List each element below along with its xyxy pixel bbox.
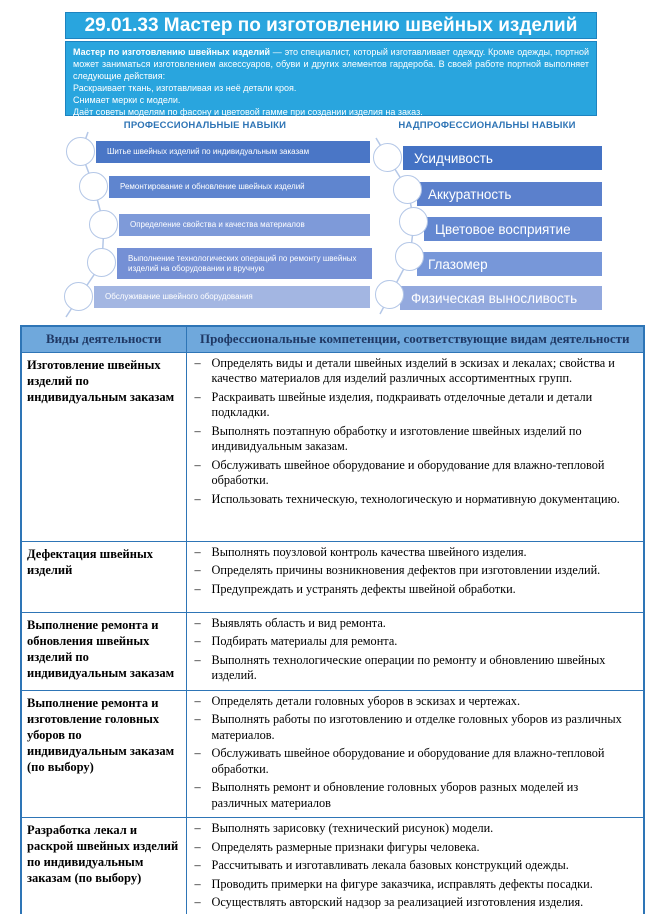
skill-bar	[417, 182, 602, 206]
competency-item: – Выполнять технологические операции по ремонту и обновлению швейных изделий.	[193, 653, 638, 684]
skill-bar	[117, 248, 372, 279]
description-action-line: Снимает мерки с модели.	[73, 95, 181, 105]
description-term: Мастер по изготовлению швейных изделий	[73, 47, 271, 57]
skill-bar	[400, 286, 602, 310]
competency-item: – Выполнять зарисовку (технический рисунок) модели.	[193, 821, 638, 837]
chain-node-circle	[64, 282, 93, 311]
column-header-activities: Виды деятельности	[21, 326, 186, 352]
competency-item: – Предупреждать и устранять дефекты швейной обработки.	[193, 582, 638, 598]
skill-bar	[119, 214, 370, 236]
skill-label: Выполнение технологических операций по ремонту швейных изделий на оборудовании и вручную	[128, 254, 357, 273]
competencies-cell	[186, 352, 644, 541]
competency-item: – Раскраивать швейные изделия, подкраивать отделочные детали и детали подкладки.	[193, 390, 638, 421]
table-header-row	[21, 326, 644, 352]
competency-item: – Выявлять область и вид ремонта.	[193, 616, 638, 632]
competencies-cell	[186, 818, 644, 914]
competency-item: – Обслуживать швейное оборудование и оборудование для влажно-тепловой обработки.	[193, 458, 638, 489]
skill-label: Аккуратность	[428, 186, 512, 202]
chain-node-circle	[87, 248, 116, 277]
skill-label: Ремонтирование и обновление швейных изделий	[120, 182, 305, 192]
chain-node-circle	[399, 207, 428, 236]
competency-item: – Осуществлять авторский надзор за реализацией изготовления изделия.	[193, 895, 638, 911]
chain-node-circle	[66, 137, 95, 166]
table-row	[21, 352, 644, 541]
supra-skills-heading: НАДПРОФЕССИОНАЛЬНЫ НАВЫКИ	[398, 120, 576, 131]
skill-bar	[96, 141, 370, 163]
chain-node-circle	[393, 175, 422, 204]
description-action-line: Даёт советы моделям по фасону и цветовой гамме при создании изделия на заказ.	[73, 107, 423, 117]
activity-cell: Выполнение ремонта и обновления швейных изделий по индивидуальным заказам	[21, 612, 186, 690]
table-row	[21, 612, 644, 690]
skill-label: Определение свойства и качества материалов	[130, 220, 305, 230]
skill-label: Обслуживание швейного оборудования	[105, 292, 253, 302]
competency-item: – Проводить примерки на фигуре заказчика, исправлять дефекты посадки.	[193, 877, 638, 893]
competencies-table	[20, 325, 645, 914]
competency-item: – Выполнять поузловой контроль качества швейного изделия.	[193, 545, 638, 561]
skill-label: Шитье швейных изделий по индивидуальным заказам	[107, 147, 310, 157]
description-intro-text: — это специалист, который изготавливает одежду. Кроме одежды, портной может заниматься изготовлением аксессуаров, обуви и других элементов гардероба. В своей работе портной выполняет следующие действия:	[73, 47, 590, 81]
skill-bar	[94, 286, 370, 308]
competency-item: – Использовать техническую, технологическую и нормативную документацию.	[193, 492, 638, 508]
page-title: 29.01.33 Мастер по изготовлению швейных изделий	[65, 12, 597, 39]
skill-bar	[109, 176, 370, 198]
skill-label: Цветовое восприятие	[435, 221, 571, 237]
competency-item: – Рассчитывать и изготавливать лекала базовых конструкций одежды.	[193, 858, 638, 874]
profession-description-box	[65, 41, 597, 116]
competency-item: – Определять детали головных уборов в эскизах и чертежах.	[193, 694, 638, 710]
competencies-cell	[186, 612, 644, 690]
competency-item: – Выполнять работы по изготовлению и отделке головных уборов из различных материалов.	[193, 712, 638, 743]
table-row	[21, 690, 644, 818]
column-header-competencies: Профессиональные компетенции, соответствующие видам деятельности	[186, 326, 644, 352]
supra-skills-diagram	[372, 140, 602, 318]
competency-item: – Выполнять ремонт и обновление головных уборов разных моделей из различных материалов	[193, 780, 638, 811]
professional-skills-diagram	[60, 136, 372, 318]
skill-label: Физическая выносливость	[411, 290, 578, 306]
activity-cell: Выполнение ремонта и изготовление головных уборов по индивидуальным заказам (по выбору)	[21, 690, 186, 818]
activity-cell: Изготовление швейных изделий по индивидуальным заказам	[21, 352, 186, 541]
skill-bar	[403, 146, 602, 170]
chain-node-circle	[79, 172, 108, 201]
chain-node-circle	[375, 280, 404, 309]
chain-node-circle	[373, 143, 402, 172]
table-row	[21, 818, 644, 914]
skill-label: Усидчивость	[414, 150, 493, 166]
activity-cell: Дефектация швейных изделий	[21, 541, 186, 612]
professional-skills-heading: ПРОФЕССИОНАЛЬНЫЕ НАВЫКИ	[123, 120, 287, 131]
description-action-line: Раскраивает ткань, изготавливая из неё детали кроя.	[73, 83, 297, 93]
description-paragraph	[73, 46, 589, 82]
skill-bar	[417, 252, 602, 276]
skill-label: Глазомер	[428, 256, 488, 272]
competencies-cell	[186, 690, 644, 818]
skill-bar	[424, 217, 602, 241]
competency-item: – Определять причины возникновения дефектов при изготовлении изделий.	[193, 563, 638, 579]
table-row	[21, 541, 644, 612]
competency-item: – Определять виды и детали швейных изделий в эскизах и лекалах; свойства и качество материалов для изделий различных ассортиментных групп.	[193, 356, 638, 387]
competency-item: – Подбирать материалы для ремонта.	[193, 634, 638, 650]
chain-node-circle	[89, 210, 118, 239]
competencies-cell	[186, 541, 644, 612]
competency-item: – Обслуживать швейное оборудование и оборудование для влажно-тепловой обработки.	[193, 746, 638, 777]
activity-cell: Разработка лекал и раскрой швейных изделий по индивидуальным заказам (по выбору)	[21, 818, 186, 914]
chain-node-circle	[395, 242, 424, 271]
competency-item: – Выполнять поэтапную обработку и изготовление швейных изделий по индивидуальным заказам.	[193, 424, 638, 455]
competency-item: – Определять размерные признаки фигуры человека.	[193, 840, 638, 856]
